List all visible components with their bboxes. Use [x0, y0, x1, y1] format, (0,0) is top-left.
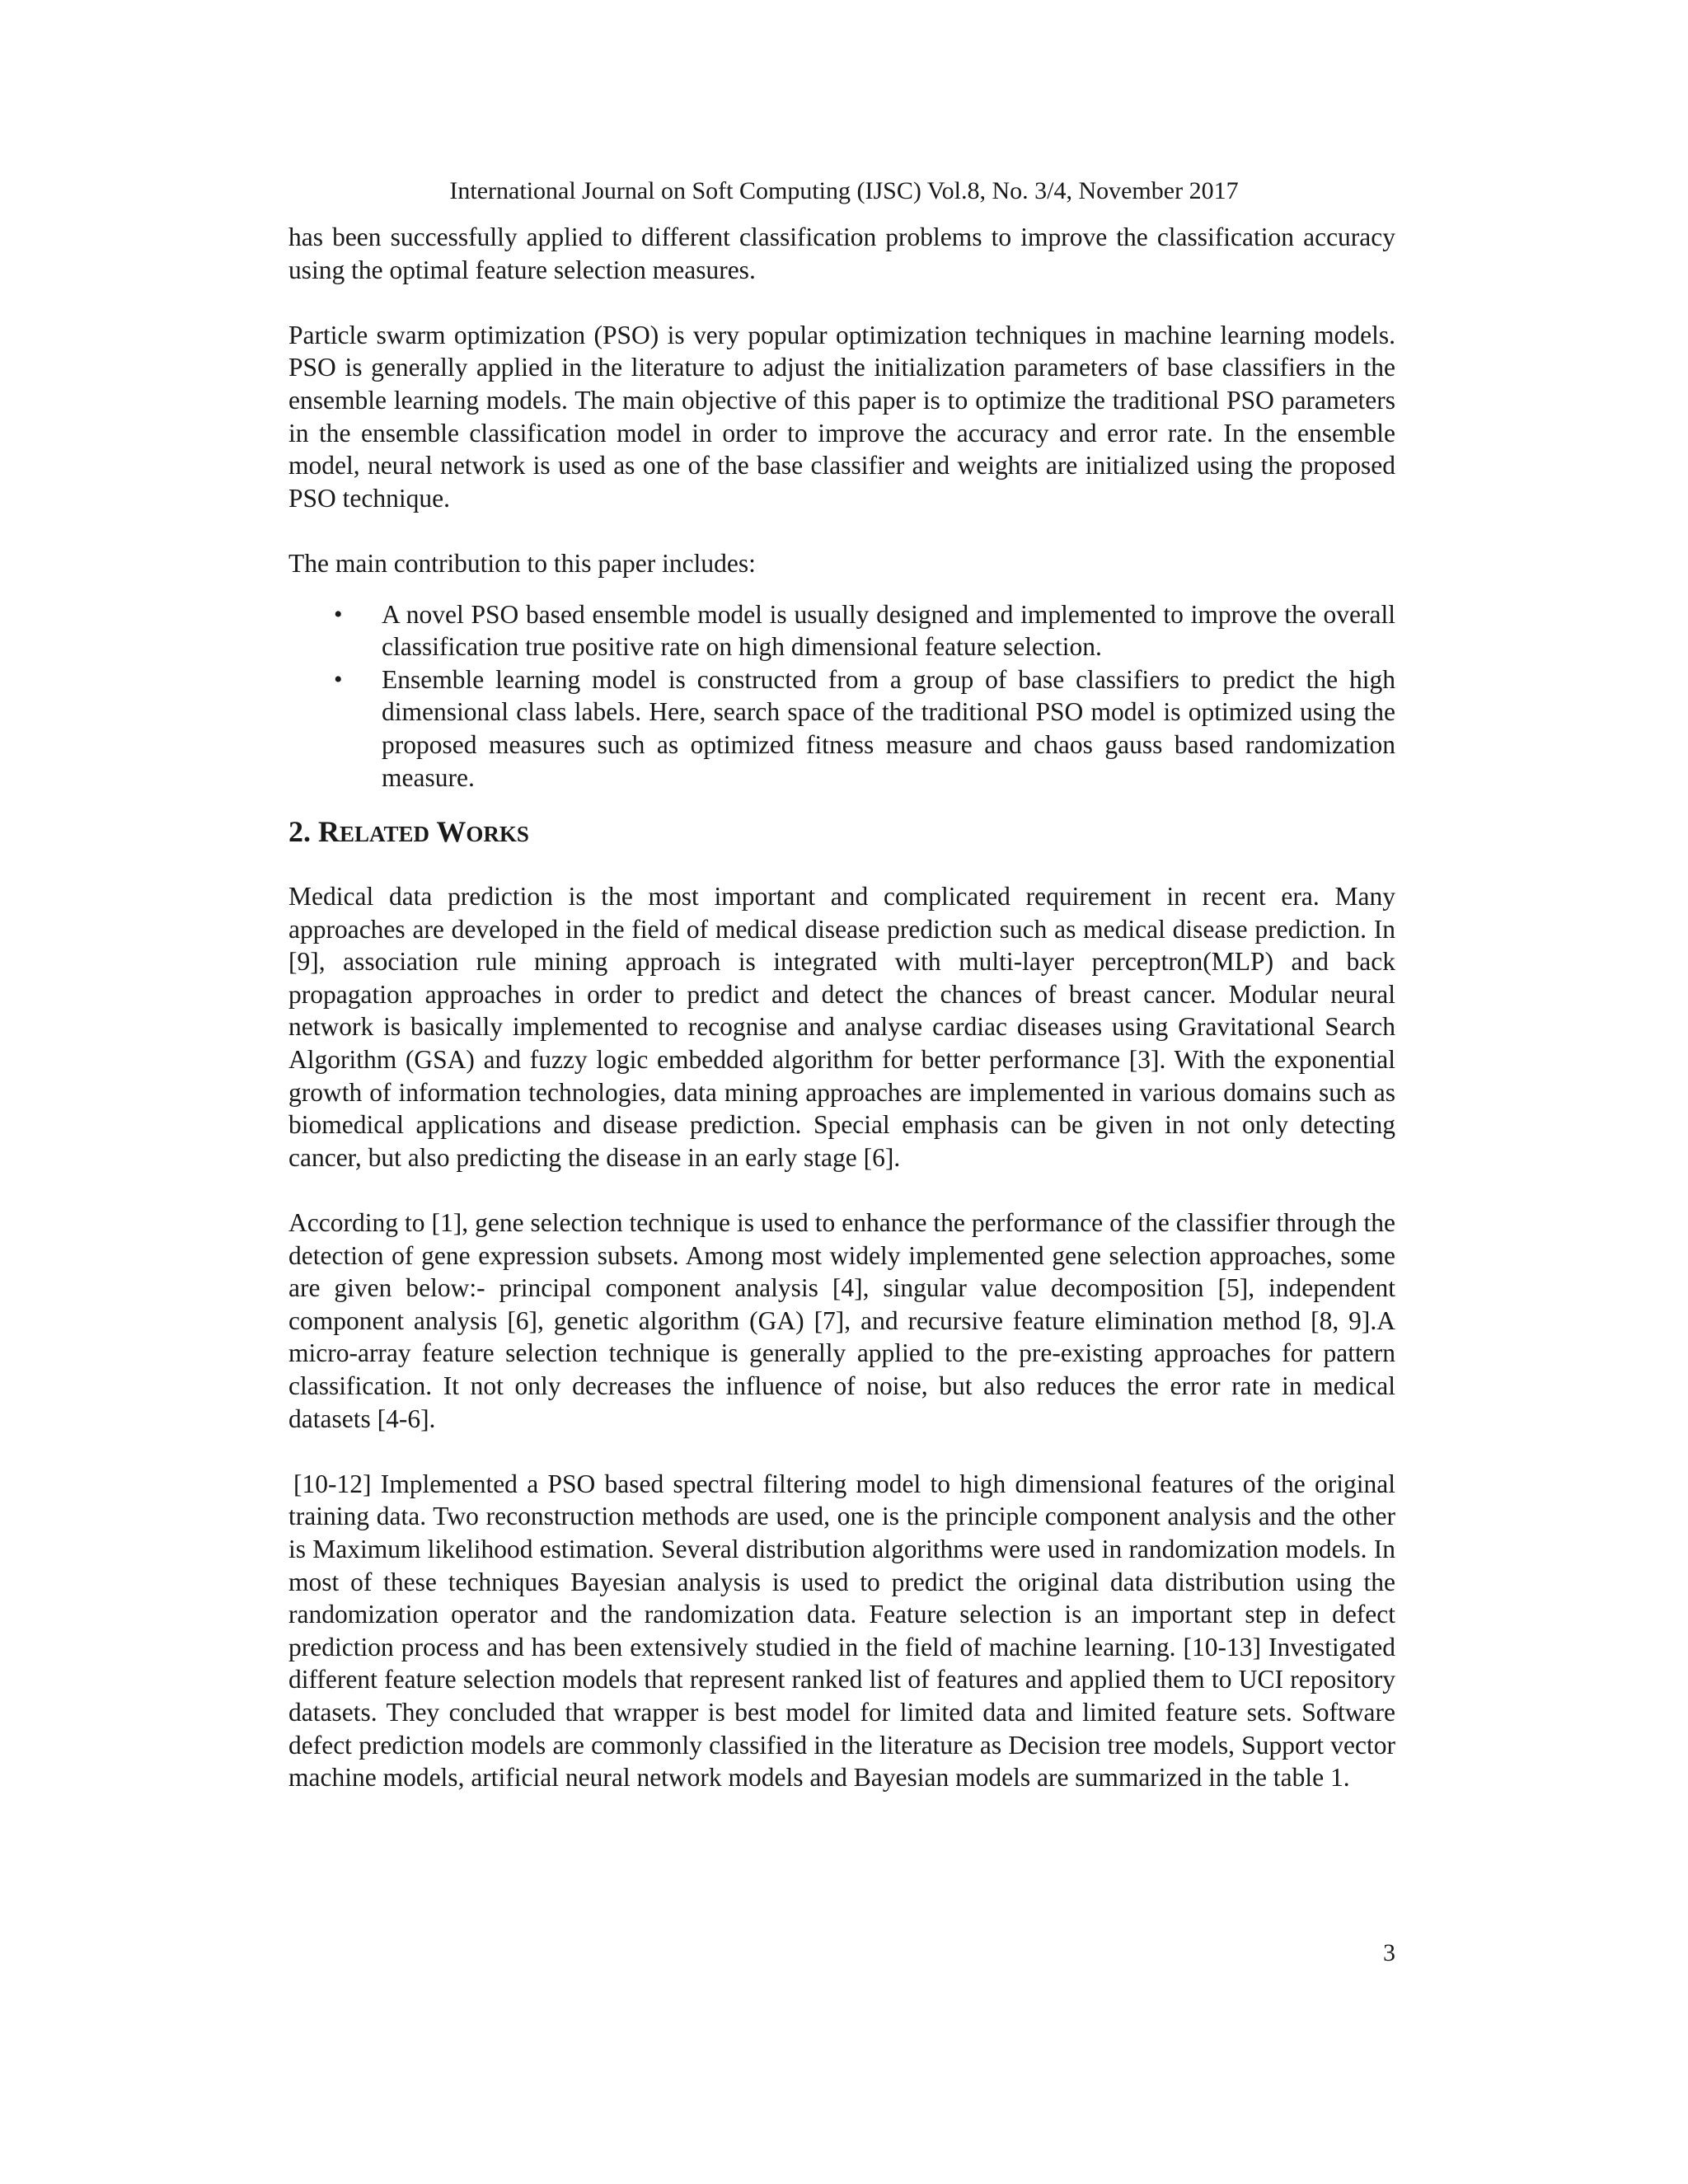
page-number: 3	[1383, 1939, 1395, 1966]
paragraph-pso-spectral-filtering: [10-12] Implemented a PSO based spectral filtering model to high dimensional features of the original training data. Two reconstruction methods are used, one is the principle component analysis and the other is Maximum likelihood estimation. Several distribution algorithms were used in randomization models. In most of these techniques Bayesian analysis is used to predict the original data distribution using the randomization operator and the randomization data. Feature selection is an important step in defect prediction process and has been extensively studied in the field of machine learning. [10-13] Investigated different feature selection models that represent ranked list of features and applied them to UCI repository datasets. They concluded that wrapper is best model for limited data and limited feature sets. Software defect prediction models are commonly classified in the literature as Decision tree models, Support vector machine models, artificial neural network models and Bayesian models are summarized in the table 1.	[288, 1469, 1395, 1793]
bullet-icon: •	[334, 665, 343, 693]
paragraph-medical-prediction: Medical data prediction is the most important and complicated requirement in recent era. Many approaches are developed in the field of medical disease prediction such as medical disease prediction. In [9], association rule mining approach is integrated with multi-layer perceptron(MLP) and back propagation approaches in order to predict and detect the chances of breast cancer. Modular neural network is basically implemented to recognise and analyse cardiac diseases using Gravitational Search Algorithm (GSA) and fuzzy logic embedded algorithm for better performance [3]. With the exponential growth of information technologies, data mining approaches are implemented in various domains such as biomedical applications and disease prediction. Special emphasis can be given in not only detecting cancer, but also predicting the disease in an early stage [6].	[288, 882, 1395, 1172]
paragraph-intro-continuation: has been successfully applied to different classification problems to improve the classification accuracy using the optimal feature selection measures.	[288, 223, 1395, 284]
paragraph-gene-selection: According to [1], gene selection technique is used to enhance the performance of the classifier through the detection of gene expression subsets. Among most widely implemented gene selection approaches, some are given below:- principal component analysis [4], singular value decomposition [5], independent component analysis [6], genetic algorithm (GA) [7], and recursive feature elimination method [8, 9].A micro-array feature selection technique is generally applied to the pre-existing approaches for pattern classification. It not only decreases the influence of noise, but also reduces the error rate in medical datasets [4-6].	[288, 1208, 1395, 1433]
bullet-icon: •	[334, 600, 343, 628]
section-number: 2.	[288, 815, 311, 849]
section-title-cap-w: W	[436, 815, 467, 849]
contribution-text: A novel PSO based ensemble model is usually designed and implemented to improve the overall classification true positive rate on high dimensional feature selection.	[382, 599, 1395, 662]
contribution-list	[288, 598, 1395, 794]
section-title-cap-r: R	[318, 815, 340, 849]
contribution-item	[288, 598, 1395, 663]
paragraph-pso-overview: Particle swarm optimization (PSO) is very popular optimization techniques in machine learning models. PSO is generally applied in the literature to adjust the initialization parameters of base classifiers in the ensemble learning models. The main objective of this paper is to optimize the traditional PSO parameters in the ensemble classification model in order to improve the accuracy and error rate. In the ensemble model, neural network is used as one of the base classifier and weights are initialized using the proposed PSO technique.	[288, 320, 1395, 513]
paragraph-contribution-lead: The main contribution to this paper includes:	[288, 548, 756, 578]
contribution-item	[288, 663, 1395, 794]
section-title-smallcaps-orks: ORKS	[466, 822, 529, 847]
section-title-smallcaps-elated: ELATED	[340, 822, 430, 847]
section-heading-related-works	[288, 813, 1395, 852]
page-body	[288, 221, 1395, 1794]
journal-header: International Journal on Soft Computing (IJSC) Vol.8, No. 3/4, November 2017	[449, 177, 1239, 204]
contribution-text: Ensemble learning model is constructed from a group of base classifiers to predict the high dimensional class labels. Here, search space of the traditional PSO model is optimized using the proposed measures such as optimized fitness measure and chaos gauss based randomization measure.	[382, 664, 1395, 792]
